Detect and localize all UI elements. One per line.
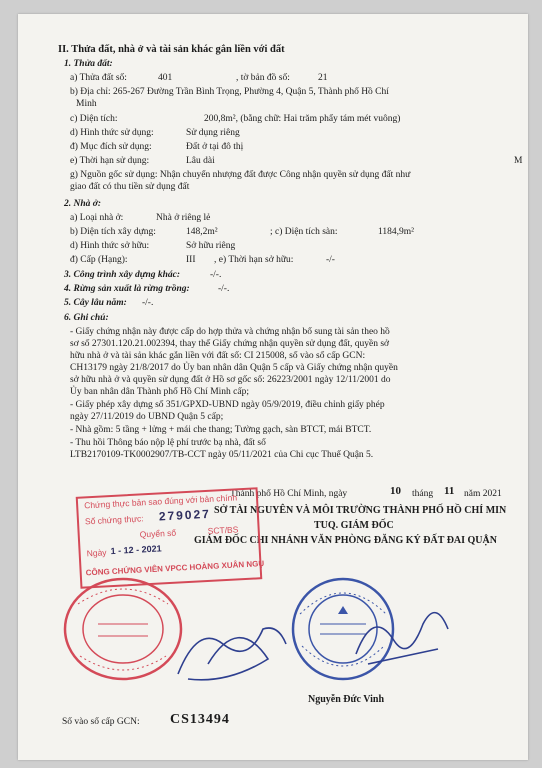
- house-heading: 2. Nhà ở:: [64, 199, 102, 209]
- house-type-label: a) Loại nhà ở:: [70, 213, 124, 223]
- construction-label: 3. Công trình xây dựng khác:: [64, 270, 181, 280]
- use-form-label: d) Hình thức sử dụng:: [70, 128, 154, 138]
- area-label: c) Diện tích:: [70, 114, 118, 124]
- note-line: - Giấy phép xây dựng số 351/GPXD-UBND ngày 05/9/2019, điều chỉnh giấy phép: [70, 400, 385, 410]
- note-line: hữu nhà ở và tài sản khác gắn liền với đất số: CI 215008, số vào sổ cấp GCN:: [70, 351, 366, 361]
- place-date-prefix: Thành phố Hồ Chí Minh, ngày: [230, 489, 348, 499]
- stamp-date-label: Ngày: [86, 547, 107, 559]
- note-line: - Thu hồi Thông báo nộp lệ phí trước bạ nhà, đất số: [70, 438, 266, 448]
- note-line: CH13179 ngày 21/8/2017 do Ủy ban nhân dân Quận 5 cấp và Giấy chứng nhận quyền: [70, 363, 398, 373]
- stamp-notary: CÔNG CHỨNG VIÊN VPCC HOÀNG XUÂN NGỤ: [85, 559, 265, 578]
- forest-label: 4. Rừng sản xuất là rừng trồng:: [64, 284, 190, 294]
- registry-label: Số vào sổ cấp GCN:: [62, 717, 140, 727]
- note-line: - Nhà gồm: 5 tầng + lửng + mái che thang; Tường gạch, sàn BTCT, mái BTCT.: [70, 425, 372, 435]
- forest-value: -/-.: [218, 284, 230, 294]
- stamp-date: 1 - 12 - 2021: [110, 543, 162, 557]
- sign-day: 10: [390, 485, 401, 497]
- own-form-label: d) Hình thức sở hữu:: [70, 241, 150, 251]
- origin-line1: g) Nguồn gốc sử dụng: Nhận chuyển nhượng đất được Công nhận quyền sử dụng đất như: [70, 170, 411, 180]
- org-line1: SỞ TÀI NGUYÊN VÀ MÔI TRƯỜNG THÀNH PHỐ HỒ CHÍ MIN: [214, 505, 507, 516]
- map-number: 21: [318, 73, 328, 83]
- org-line3: GIÁM ĐỐC CHI NHÁNH VĂN PHÒNG ĐĂNG KÝ ĐẤT ĐAI QUẬN: [194, 535, 497, 546]
- construction-value: -/-.: [210, 270, 222, 280]
- registry-number: CS13494: [170, 712, 230, 727]
- note-line: sơ số 27301.120.21.002394, thay thế Giấy chứng nhận quyền sử dụng đất, quyền sở: [70, 339, 390, 349]
- use-form-value: Sử dụng riêng: [186, 128, 240, 138]
- stamp-number: 279027: [158, 506, 212, 524]
- note-line: Ủy ban nhân dân Thành phố Hồ Chí Minh cấp;: [70, 387, 249, 397]
- stamp-line1: Chứng thực bản sao đúng với bản chính: [83, 492, 238, 511]
- year-label: năm 2021: [464, 489, 502, 499]
- sign-month: 11: [444, 485, 455, 497]
- term-value: Lâu dài: [186, 156, 215, 166]
- purpose-label: đ) Mục đích sử dụng:: [70, 142, 152, 152]
- note-line: LTB2170109-TK0002907/TB-CCT ngày 05/11/2021 của Chi cục Thuế Quận 5.: [70, 450, 374, 460]
- grade-label: đ) Cấp (Hạng):: [70, 255, 128, 265]
- section-title: II. Thửa đất, nhà ở và tài sản khác gắn liền với đất: [58, 44, 285, 55]
- margin-mark: M: [514, 156, 523, 166]
- perennial-value: -/-.: [142, 298, 154, 308]
- address-line1: b) Địa chỉ: 265-267 Đường Trần Bình Trọng, Phường 4, Quận 5, Thành phố Hồ Chí: [70, 87, 389, 97]
- area-value: 200,8m², (bằng chữ: Hai trăm phẩy tám mét vuông): [204, 114, 401, 124]
- official-signature: [348, 594, 458, 684]
- stamp-book-label: Quyển số: [139, 527, 177, 540]
- origin-line2: giao đất có thu tiền sử dụng đất: [70, 182, 190, 192]
- certification-stamp: [76, 487, 263, 588]
- stamp-book-suffix: SCT/BS: [207, 524, 239, 536]
- own-form-value: Sở hữu riêng: [186, 241, 236, 251]
- org-line2: TUQ. GIÁM ĐỐC: [314, 520, 394, 531]
- notary-signature: [168, 604, 298, 694]
- term-label: e) Thời hạn sử dụng:: [70, 156, 150, 166]
- parcel-number: 401: [158, 73, 173, 83]
- parcel-label: a) Thửa đất số:: [70, 73, 127, 83]
- signer-name: Nguyễn Đức Vinh: [308, 694, 385, 705]
- stamp-number-label: Số chứng thực:: [84, 513, 144, 527]
- note-line: ngày 27/11/2019 do UBND Quận 5 cấp;: [70, 412, 224, 422]
- own-term-label: , e) Thời hạn sở hữu:: [214, 255, 294, 265]
- purpose-value: Đất ở tại đô thị: [186, 142, 244, 152]
- build-area-value: 148,2m²: [186, 227, 218, 237]
- floor-area-value: 1184,9m²: [378, 227, 415, 237]
- note-line: - Giấy chứng nhận này được cấp do hợp thửa và chứng nhận bổ sung tài sản theo hồ: [70, 327, 390, 337]
- month-label: tháng: [412, 489, 434, 499]
- note-line: sở hữu nhà ở và quyền sử dụng đất ở Hồ sơ gốc số: 26223/2001 ngày 12/11/2001 do: [70, 375, 391, 385]
- house-type-value: Nhà ở riêng lẻ: [156, 213, 211, 223]
- perennial-label: 5. Cây lâu năm:: [64, 298, 127, 308]
- grade-value: III: [186, 255, 196, 265]
- floor-area-label: ; c) Diện tích sàn:: [270, 227, 338, 237]
- address-line2: Minh: [76, 99, 97, 109]
- map-label: , tờ bản đồ số:: [236, 73, 290, 83]
- certificate-page: [18, 14, 528, 760]
- own-term-value: -/-: [326, 255, 335, 265]
- land-heading: 1. Thửa đất:: [64, 59, 113, 69]
- notes-heading: 6. Ghi chú:: [64, 313, 109, 323]
- build-area-label: b) Diện tích xây dựng:: [70, 227, 156, 237]
